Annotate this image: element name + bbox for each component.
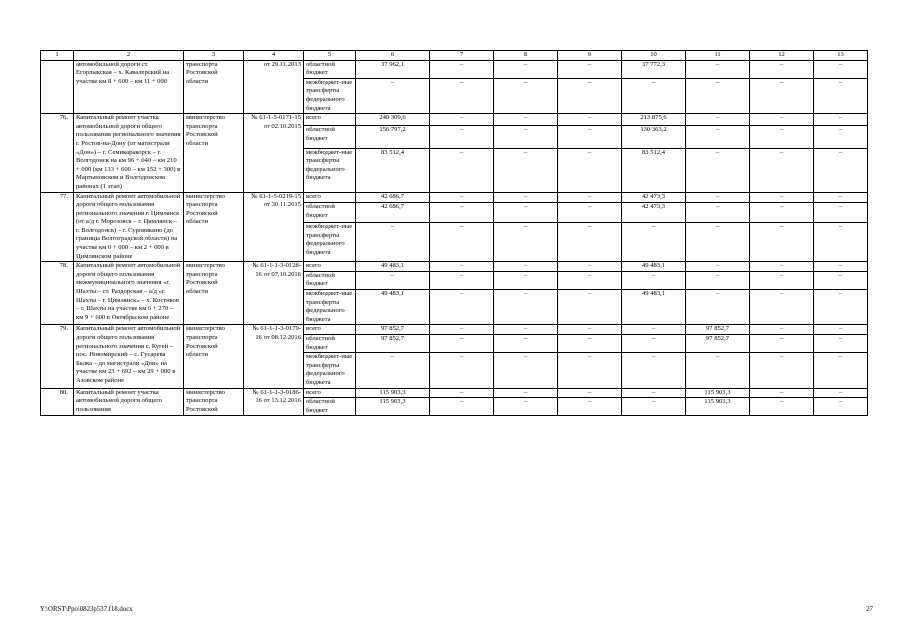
table-row [41, 325, 868, 335]
expertise-document: № 61-1-5-0171-15 от 02.10.2015 [244, 114, 304, 192]
amount-cell: – [686, 203, 750, 223]
amount-cell: – [750, 388, 814, 398]
amount-cell: – [356, 223, 430, 262]
responsible-organization: министерство транспорта Ростовской области [184, 192, 244, 262]
amount-cell: – [686, 148, 750, 192]
amount-cell: – [494, 223, 558, 262]
amount-cell: – [494, 60, 558, 78]
amount-cell: – [430, 192, 494, 203]
funding-source: областной бюджет [304, 203, 356, 223]
object-description: Капитальный ремонт автомобильной дороги общего пользования регионального значения г. Цимлянск (от а/д г. Морозовск – г. Цимлянск – г. Волгодонск) – г. Суровикино (до границы Волгоградской области) на участке км 0 + 000 – км 2 + 000 в Цимлянском районе [74, 192, 184, 262]
amount-cell: – [558, 398, 622, 416]
amount-cell: – [430, 262, 494, 272]
amount-cell: 42 473,3 [622, 203, 686, 223]
amount-cell: – [622, 353, 686, 388]
amount-cell: – [750, 353, 814, 388]
amount-cell: 97 852,7 [356, 335, 430, 353]
amount-cell: – [558, 60, 622, 78]
row-number: 77. [41, 192, 74, 262]
amount-cell: – [750, 126, 814, 149]
amount-cell: – [686, 192, 750, 203]
funding-source: межбюджет-ные трансферты федерального бюджета [304, 148, 356, 192]
amount-cell: – [558, 325, 622, 335]
amount-cell: – [430, 114, 494, 126]
table-row [41, 114, 868, 126]
amount-cell: – [622, 271, 686, 289]
amount-cell: – [686, 78, 750, 113]
amount-cell: – [558, 148, 622, 192]
column-header: 2 [74, 51, 184, 61]
amount-cell: – [494, 290, 558, 325]
amount-cell: 37 962,1 [356, 60, 430, 78]
amount-cell: – [558, 290, 622, 325]
funding-source: областной бюджет [304, 271, 356, 289]
amount-cell: – [814, 290, 868, 325]
object-description: Капитальный ремонт участка автомобильной дороги общего пользования [74, 388, 184, 416]
amount-cell: – [494, 388, 558, 398]
amount-cell: – [686, 271, 750, 289]
amount-cell: 42 686,7 [356, 192, 430, 203]
expertise-document: № 61-1-5-0219-15 от 30.11.2015 [244, 192, 304, 262]
amount-cell: – [430, 126, 494, 149]
amount-cell: 115 903,3 [356, 398, 430, 416]
amount-cell: – [814, 126, 868, 149]
amount-cell: – [558, 203, 622, 223]
amount-cell: 130 363,2 [622, 126, 686, 149]
amount-cell: – [558, 192, 622, 203]
row-number: 80. [41, 388, 74, 416]
funding-source: всего [304, 325, 356, 335]
funding-source: всего [304, 114, 356, 126]
amount-cell: – [750, 203, 814, 223]
amount-cell: – [622, 325, 686, 335]
amount-cell: 49 483,1 [356, 262, 430, 272]
funding-source: межбюджет-ные трансферты федерального бюджета [304, 353, 356, 388]
amount-cell: – [356, 78, 430, 113]
funding-source: межбюджет-ные трансферты федерального бюджета [304, 78, 356, 113]
amount-cell: – [622, 223, 686, 262]
amount-cell: – [750, 114, 814, 126]
amount-cell: – [430, 290, 494, 325]
amount-cell: – [814, 353, 868, 388]
amount-cell: – [750, 290, 814, 325]
column-header: 9 [558, 51, 622, 61]
amount-cell: – [750, 262, 814, 272]
funding-source: межбюджет-ные трансферты федерального бюджета [304, 223, 356, 262]
amount-cell: – [494, 203, 558, 223]
amount-cell: – [494, 192, 558, 203]
amount-cell: – [430, 398, 494, 416]
expertise-document: от 29.11.2013 [244, 60, 304, 114]
amount-cell: – [686, 223, 750, 262]
funding-source: всего [304, 262, 356, 272]
amount-cell: – [814, 223, 868, 262]
amount-cell: – [494, 353, 558, 388]
budget-table [40, 50, 868, 416]
row-number: 78. [41, 262, 74, 325]
amount-cell: 42 686,7 [356, 203, 430, 223]
amount-cell: – [430, 60, 494, 78]
column-header: 8 [494, 51, 558, 61]
table-row [41, 60, 868, 78]
amount-cell: – [356, 353, 430, 388]
amount-cell: – [750, 223, 814, 262]
amount-cell: – [494, 325, 558, 335]
amount-cell: 49 483,1 [622, 290, 686, 325]
amount-cell: – [750, 78, 814, 113]
column-header: 11 [686, 51, 750, 61]
table-header-row [41, 51, 868, 61]
amount-cell: – [686, 262, 750, 272]
amount-cell: – [558, 223, 622, 262]
amount-cell: 97 852,7 [686, 325, 750, 335]
column-header: 3 [184, 51, 244, 61]
amount-cell: 49 483,1 [622, 262, 686, 272]
amount-cell: – [814, 148, 868, 192]
amount-cell: – [622, 388, 686, 398]
funding-source: всего [304, 192, 356, 203]
amount-cell: – [814, 78, 868, 113]
responsible-organization: министерство транспорта Ростовской области [184, 262, 244, 325]
amount-cell: 156 797,2 [356, 126, 430, 149]
amount-cell: – [558, 271, 622, 289]
amount-cell: – [494, 148, 558, 192]
amount-cell: – [558, 126, 622, 149]
amount-cell: – [558, 78, 622, 113]
amount-cell: – [622, 335, 686, 353]
row-number: 79. [41, 325, 74, 388]
amount-cell: 83 512,4 [356, 148, 430, 192]
amount-cell: 97 852,7 [356, 325, 430, 335]
expertise-document: № 61-1-1-3-0186-16 от 13.12.2016 [244, 388, 304, 416]
funding-source: всего [304, 388, 356, 398]
amount-cell: – [622, 398, 686, 416]
amount-cell: – [558, 353, 622, 388]
amount-cell: – [558, 335, 622, 353]
amount-cell: – [750, 398, 814, 416]
amount-cell: – [430, 325, 494, 335]
amount-cell: – [750, 192, 814, 203]
amount-cell: – [356, 271, 430, 289]
amount-cell: – [686, 126, 750, 149]
funding-source: областной бюджет [304, 335, 356, 353]
amount-cell: 115 903,3 [686, 398, 750, 416]
amount-cell: 115 903,3 [686, 388, 750, 398]
amount-cell: – [750, 335, 814, 353]
amount-cell: – [494, 114, 558, 126]
amount-cell: 213 875,6 [622, 114, 686, 126]
object-description: Капитальный ремонт автомобильной дороги общего пользования межмуниципального значения «г. Шахты – ст. Раздорская – а/д «г. Шахты – г. Цимлянск» – х. Костиков – г. Шахты на участке км 6 + 270 – км 9 + 600 в Октябрьском районе [74, 262, 184, 325]
amount-cell: – [558, 114, 622, 126]
amount-cell: 37 772,3 [622, 60, 686, 78]
amount-cell: – [558, 262, 622, 272]
object-description: автомобильной дороги ст. Егорлыкская – х. Кавалерский на участке км 8 + 600 – км 11 + 000 [74, 60, 184, 114]
amount-cell: – [494, 398, 558, 416]
expertise-document: № 61-1-1-3-0179-16 от 08.12.2016 [244, 325, 304, 388]
object-description: Капитальный ремонт автомобильной дороги общего пользования регионального значения с. Кугей – пос. Новомирский – с. Гусарева Балка – до магистрали «Дон» на участке км 23 + 692 – км 29 + 000 в Азовском районе [74, 325, 184, 388]
amount-cell: – [430, 148, 494, 192]
expertise-document: № 61-1-1-3-0128-16 от 07.10.2016 [244, 262, 304, 325]
amount-cell: – [814, 60, 868, 78]
column-header: 5 [304, 51, 356, 61]
funding-source: областной бюджет [304, 398, 356, 416]
amount-cell: – [814, 203, 868, 223]
amount-cell: – [814, 114, 868, 126]
file-path-footer: Y:\ORST\Ppo\0823p537.f18.docx [40, 606, 133, 613]
responsible-organization: министерство транспорта Ростовской области [184, 325, 244, 388]
amount-cell: 83 512,4 [622, 148, 686, 192]
amount-cell: – [686, 60, 750, 78]
amount-cell: – [430, 203, 494, 223]
responsible-organization: министерство транспорта Ростовской области [184, 114, 244, 192]
amount-cell: 115 903,3 [356, 388, 430, 398]
amount-cell: – [814, 398, 868, 416]
amount-cell: – [750, 148, 814, 192]
amount-cell: – [750, 60, 814, 78]
amount-cell: – [814, 192, 868, 203]
amount-cell: – [494, 262, 558, 272]
amount-cell: – [494, 271, 558, 289]
table-row [41, 388, 868, 398]
amount-cell: – [494, 78, 558, 113]
table-row [41, 192, 868, 203]
row-number [41, 60, 74, 114]
amount-cell: – [814, 271, 868, 289]
page-number: 27 [866, 606, 873, 613]
amount-cell: – [430, 335, 494, 353]
column-header: 6 [356, 51, 430, 61]
amount-cell: – [686, 353, 750, 388]
responsible-organization: транспорта Ростовской области [184, 60, 244, 114]
column-header: 12 [750, 51, 814, 61]
amount-cell: 49 483,1 [356, 290, 430, 325]
amount-cell: – [686, 290, 750, 325]
column-header: 4 [244, 51, 304, 61]
amount-cell: 97 852,7 [686, 335, 750, 353]
funding-source: межбюджет-ные трансферты федерального бюджета [304, 290, 356, 325]
responsible-organization: министерство транспорта Ростовской [184, 388, 244, 416]
amount-cell: – [494, 126, 558, 149]
amount-cell: – [750, 325, 814, 335]
column-header: 13 [814, 51, 868, 61]
object-description: Капитальный ремонт участка автомобильной дороги общего пользования регионального значения г. Ростов-на-Дону (от магистрали «Дон») – г. Семикаракорск – г. Волгодонск на км 96 + 040 – км 210 + 000 (км 133 + 600 – км 152 + 300) в Мартыновском и Волгодонском районах (1 этап) [74, 114, 184, 192]
amount-cell: – [558, 388, 622, 398]
amount-cell: – [814, 388, 868, 398]
amount-cell: – [686, 114, 750, 126]
column-header: 7 [430, 51, 494, 61]
amount-cell: 42 473,3 [622, 192, 686, 203]
table-row [41, 262, 868, 272]
amount-cell: – [430, 353, 494, 388]
amount-cell: – [750, 271, 814, 289]
amount-cell: – [430, 78, 494, 113]
column-header: 1 [41, 51, 74, 61]
amount-cell: – [814, 335, 868, 353]
amount-cell: 240 309,6 [356, 114, 430, 126]
row-number: 76. [41, 114, 74, 192]
funding-source: областной бюджет [304, 60, 356, 78]
amount-cell: – [430, 271, 494, 289]
amount-cell: – [814, 262, 868, 272]
amount-cell: – [622, 78, 686, 113]
amount-cell: – [430, 223, 494, 262]
amount-cell: – [430, 388, 494, 398]
amount-cell: – [494, 335, 558, 353]
column-header: 10 [622, 51, 686, 61]
funding-source: областной бюджет [304, 126, 356, 149]
amount-cell: – [814, 325, 868, 335]
